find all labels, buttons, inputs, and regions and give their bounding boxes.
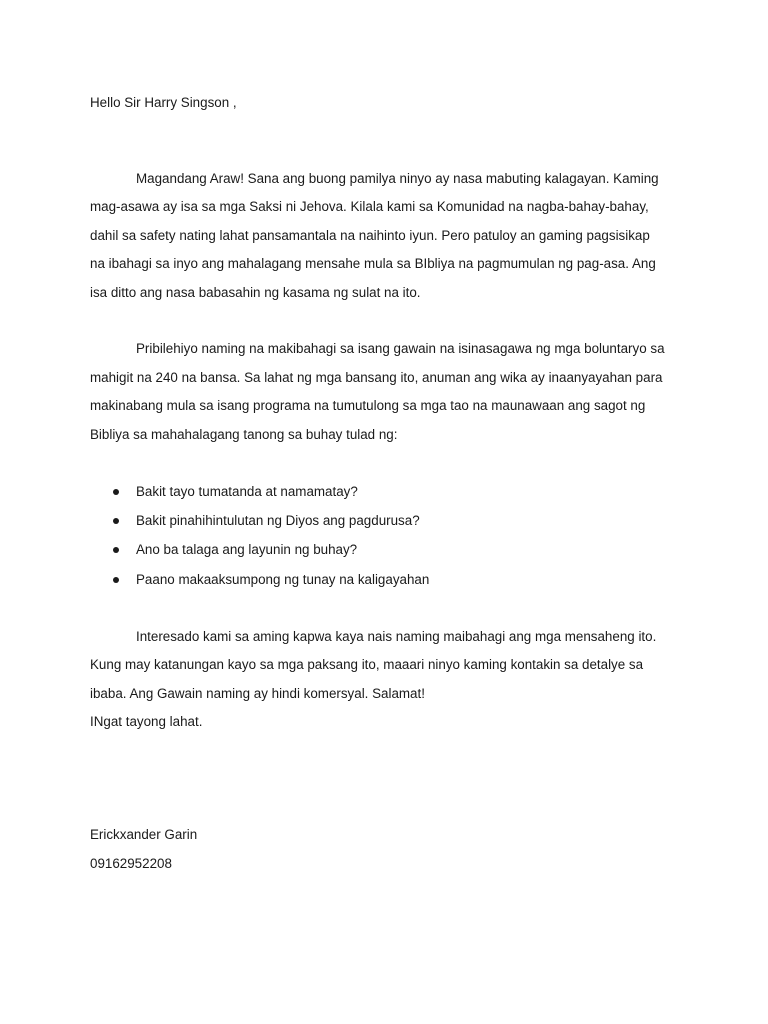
- question-item: Bakit pinahihintulutan ng Diyos ang pagdurusa?: [136, 513, 420, 528]
- question-item: Paano makaaksumpong ng tunay na kaligayahan: [136, 572, 430, 587]
- greeting: Hello Sir Harry Singson ,: [90, 95, 237, 110]
- paragraph-2-line: mahigit na 240 na bansa. Sa lahat ng mga bansang ito, anuman ang wika ay inaanyayahan para: [90, 370, 663, 385]
- paragraph-2-line: Pribilehiyo naming na makibahagi sa isang gawain na isinasagawa ng mga boluntaryo sa: [136, 341, 665, 356]
- bullet-icon: [113, 489, 119, 495]
- paragraph-3-line: Kung may katanungan kayo sa mga paksang ito, maaari ninyo kaming kontakin sa detalye sa: [90, 657, 644, 672]
- paragraph-1-line: dahil sa safety nating lahat pansamantala na naihinto iyun. Pero patuloy an gaming pagsisikap: [90, 228, 650, 243]
- paragraph-2-line: Bibliya sa mahahalagang tanong sa buhay tulad ng:: [90, 427, 398, 442]
- paragraph-1-line: Magandang Araw! Sana ang buong pamilya ninyo ay nasa mabuting kalagayan. Kaming: [136, 171, 659, 186]
- bullet-icon: [113, 518, 119, 524]
- signature-name: Erickxander Garin: [90, 827, 198, 842]
- signature-phone: 09162952208: [90, 856, 172, 871]
- paragraph-1-line: mag-asawa ay isa sa mga Saksi ni Jehova. Kilala kami sa Komunidad na nagba-bahay-bahay,: [90, 199, 649, 214]
- question-item: Ano ba talaga ang layunin ng buhay?: [136, 542, 358, 557]
- closing-line: INgat tayong lahat.: [90, 714, 203, 729]
- question-item: Bakit tayo tumatanda at namamatay?: [136, 484, 358, 499]
- paragraph-2-line: makinabang mula sa isang programa na tumutulong sa mga tao na maunawaan ang sagot ng: [90, 398, 646, 413]
- bullet-icon: [113, 547, 119, 553]
- paragraph-3-line: ibaba. Ang Gawain naming ay hindi komersyal. Salamat!: [90, 686, 425, 701]
- paragraph-1-line: na ibahagi sa inyo ang mahalagang mensahe mula sa BIbliya na pagmumulan ng pag-asa. Ang: [90, 256, 656, 271]
- paragraph-1-line: isa ditto ang nasa babasahin ng kasama ng sulat na ito.: [90, 285, 421, 300]
- paragraph-3-line: Interesado kami sa aming kapwa kaya nais naming maibahagi ang mga mensaheng ito.: [136, 629, 657, 644]
- bullet-icon: [113, 577, 119, 583]
